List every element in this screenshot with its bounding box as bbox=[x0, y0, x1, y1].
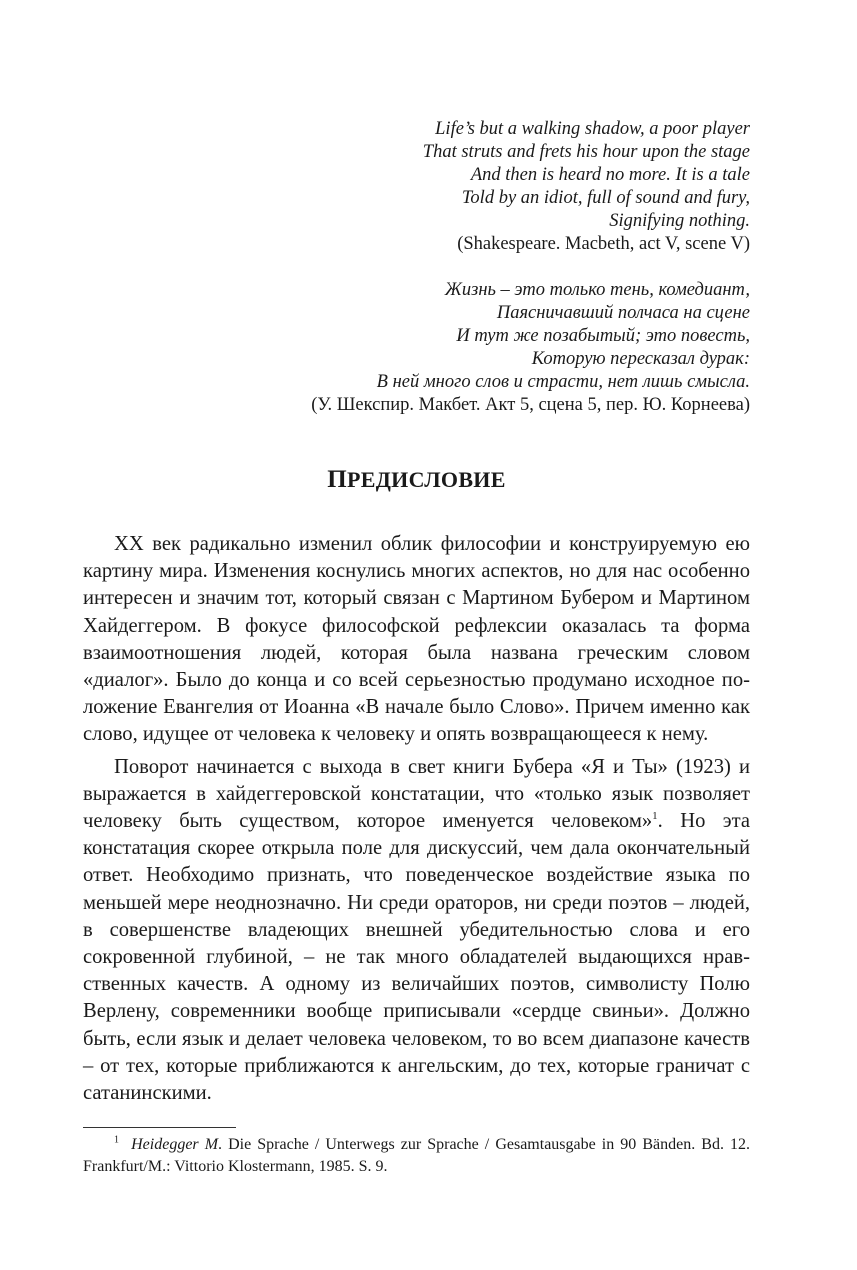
footnote-divider bbox=[83, 1127, 236, 1128]
epigraph-line: And then is heard no more. It is a tale bbox=[470, 165, 750, 185]
epigraph-line: И тут же позабытый; это повесть, bbox=[456, 326, 750, 346]
epigraph-source: (Shakespeare. Macbeth, act V, scene V) bbox=[457, 234, 750, 254]
epigraph-line: Паясничавший полчаса на сцене bbox=[496, 303, 750, 323]
epigraph-source: (У. Шекспир. Макбет. Акт 5, сцена 5, пер. Ю. Корнеева) bbox=[311, 395, 750, 415]
epigraph-line: Signifying nothing. bbox=[609, 211, 750, 231]
section-heading bbox=[83, 466, 750, 494]
heading-initial: П bbox=[327, 466, 348, 493]
paragraph-text: Поворот начинается с выхода в свет книги Бубера «Я и Ты» (1923) и выражается в хайдеггеровской констатации, что «только язык позволяет человеку быть существом, которое именуется человеком» bbox=[83, 755, 750, 833]
footnote bbox=[83, 1134, 750, 1178]
epigraph-english bbox=[83, 118, 750, 256]
epigraph-line: В ней много слов и страсти, нет лишь смысла. bbox=[376, 372, 750, 392]
footnote-author: Heidegger M bbox=[131, 1136, 219, 1154]
footnote-reference[interactable]: 1 bbox=[652, 810, 658, 823]
epigraph-line: Told by an idiot, full of sound and fury, bbox=[461, 188, 750, 208]
preface-body bbox=[83, 531, 750, 1107]
epigraph-line: Жизнь – это только тень, комедиант, bbox=[444, 280, 750, 300]
paragraph bbox=[83, 754, 750, 1108]
paragraph-text: . Но эта констатация скорее открыла поле для дискуссий, чем дала окончательный ответ. Необходимо признать, что поведенческое воздействие языка по меньшей мере неоднозначно. Ни среди ораторов, ни среди поэтов – людей, в совершенстве владеющих внешней убедительностью слова и его сокровенной глубиной, – не так много обладателей выдающихся нравственных качеств. А одному из величайших поэтов, символисту Полю Верлену, современники вообще приписывали «сердце свиньи». Должно быть, если язык и делает человека человеком, то во всем диапазоне качеств – от тех, которые приближаются к ангельским, до тех, которые граничат с сатанинскими. bbox=[83, 810, 750, 1105]
heading-rest: РЕДИСЛОВИЕ bbox=[347, 467, 506, 492]
epigraph-russian bbox=[83, 279, 750, 417]
epigraph-line: Которую пересказал дурак: bbox=[531, 349, 750, 369]
footnote-mark: 1 bbox=[114, 1134, 119, 1146]
epigraph-line: That struts and frets his hour upon the stage bbox=[422, 142, 750, 162]
paragraph: XX век радикально изменил облик философии и конструируемую ею картину мира. Изменения коснулись многих аспектов, но для нас особенно интересен и значим тот, который связан с Мартином Бубером и Мартином Хайдеггером. В фокусе философской рефлексии оказалась та форма взаимоотношения людей, которая была названа греческим словом «диалог». Было до конца и со всей серьезностью продумано исходное положение Евангелия от Иоанна «В начале было Слово». Причем именно как слово, идущее от человека к человеку и опять возвращающееся к нему. bbox=[83, 533, 750, 746]
epigraph-line: Life’s but a walking shadow, a poor player bbox=[435, 119, 750, 139]
footnote-text: . Die Sprache / Unterwegs zur Sprache / Gesamtausgabe in 90 Bänden. Bd. 12. Frankfurt/M.: Vittorio Klostermann, 1985. S. 9. bbox=[83, 1136, 751, 1176]
book-page bbox=[83, 118, 750, 1178]
